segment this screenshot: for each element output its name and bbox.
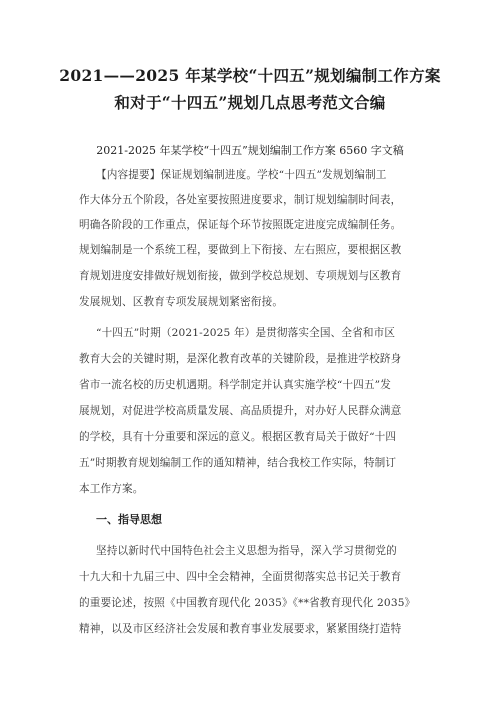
paragraph-line: 【内容提要】保证规划编制进度。学校“十四五”发规划编制工 [96,169,387,181]
paragraph-line: 本工作方案。 [79,483,144,495]
document-title-line-1: 2021——2025 年某学校“十四五”规划编制工作方案 [59,66,441,85]
paragraph-line: 坚持以新时代中国特色社会主义思想为指导，深入学习贯彻党的 [96,545,397,557]
paragraph-line: 明确各阶段的工作重点，保证每个环节按照既定进度完成编制任务。 [79,219,402,231]
document-subtitle: 2021-2025 年某学校“十四五”规划编制工作方案 6560 字文稿 [96,144,404,157]
paragraph-line: 精神，以及市区经济社会发展和教育事业发展要求，紧紧围绕打造特 [79,623,402,635]
paragraph-line: 的学校，具有十分重要和深远的意义。根据区教育局关于做好“十四 [79,431,397,443]
paragraph-line: 五”时期教育规划编制工作的通知精神，结合我校工作实际，特制订 [79,457,397,469]
paragraph-line: 十九大和十九届三中、四中全会精神，全面贯彻落实总书记关于教育 [79,571,402,583]
paragraph-line: 规划编制是一个系统工程，要做到上下衔接、左右照应，要根据区教 [79,244,402,256]
paragraph-line: 省市一流名校的历史机遇期。科学制定并认真实施学校“十四五”发 [79,379,391,391]
paragraph-line: 作大体分五个阶段，各处室要按照进度要求，制订规划编制时间表， [79,194,402,206]
paragraph-line: 展规划，对促进学校高质量发展、高品质提升，对办好人民群众满意 [79,405,402,417]
section-heading: 一、指导思想 [96,513,162,526]
paragraph-line: 教育大会的关键时期，是深化教育改革的关键阶段，是推进学校跻身 [79,353,402,365]
paragraph-line: 育规划进度安排做好规划衔接，做到学校总规划、专项规划与区教育 [79,270,402,282]
document-title-line-2: 和对于“十四五”规划几点思考范文合编 [114,93,386,112]
paragraph-line: 发展规划、区教育专项发展规划紧密衔接。 [79,296,284,308]
paragraph-line: “十四五”时期（2021-2025 年）是贯彻落实全国、全省和市区 [96,327,396,339]
paragraph-line: 的重要论述，按照《中国教育现代化 2035》《**省教育现代化 2035》 [79,597,416,609]
